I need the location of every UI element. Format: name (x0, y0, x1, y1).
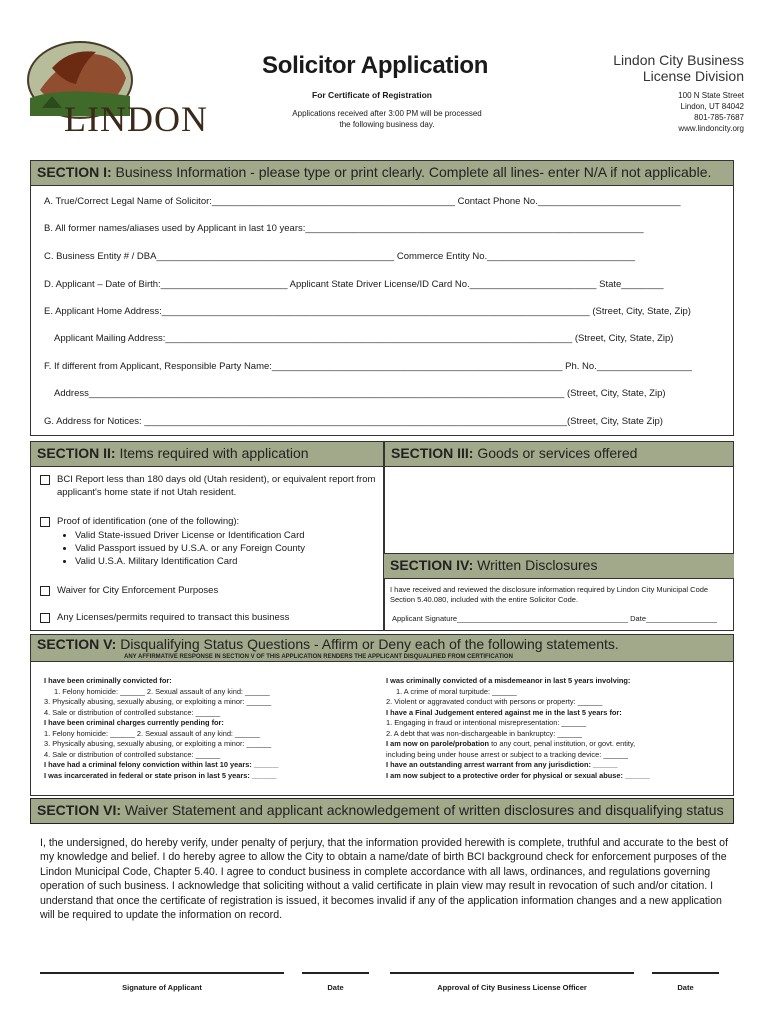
pending-item-3[interactable]: 3. Physically abusing, sexually abusing, or exploiting a minor: ______ (44, 739, 272, 748)
section-3-header (384, 441, 734, 467)
division-line-2: License Division (642, 68, 744, 84)
section-3-label: SECTION III: (391, 445, 474, 461)
business-entity-field[interactable]: C. Business Entity # / DBA_____________________________________________ Commerce Entity No.____________________________ (44, 251, 636, 262)
section-1-header (30, 160, 734, 186)
misdemeanor-heading: I was criminally convicted of a misdemeanor in last 5 years involving: (386, 676, 631, 685)
incarceration-question[interactable]: I was incarcerated in federal or state prison in last 5 years: ______ (44, 770, 277, 780)
convicted-heading: I have been criminally convicted for: (44, 676, 172, 685)
section-1-label: SECTION I: (37, 164, 112, 180)
section-4-label: SECTION IV: (390, 557, 474, 573)
convicted-item-4[interactable]: 4. Sale or distribution of controlled substance: ______ (44, 707, 221, 717)
waiver-checkbox[interactable] (40, 586, 50, 596)
section-2-header (30, 441, 384, 467)
bci-report-label: BCI Report less than 180 days old (Utah resident), or equivalent report from applicant's home state if not Utah resident. (57, 474, 376, 498)
officer-signature-label: Approval of City Business License Officer (437, 983, 587, 992)
home-address-field[interactable]: E. Applicant Home Address:_________________________________________________________________________________ (Street, City, State, Zip) (44, 306, 691, 317)
address-website: www.lindoncity.org (678, 124, 744, 133)
proof-of-id-group (57, 515, 377, 568)
protective-order-question[interactable]: I am now subject to a protective order for physical or sexual abuse: ______ (386, 770, 650, 780)
waiver-statement: I, the undersigned, do hereby verify, under penalty of perjury, that the information provided herewith is complete, truthful and accurate to the best of my knowledge and belief. I do hereby agree to allow the City to obtain a name/date of birth BCI background check for enforcement purposes of the Lindon Municipal Code, Chapter 5.40. I agree to conduct business in complete accordance with all laws, ordinances, and regulations governing operation of such business. I acknowledge that soliciting without a valid certificate in plain view may result in revocation of such and/or citation. I understand that once the certificate of registration is issued, it becomes invalid if any of the application information changes and a new application will be required to update the information on record. (40, 837, 729, 922)
section-2-label: SECTION II: (37, 445, 116, 461)
officer-date-line[interactable] (652, 972, 719, 974)
warrant-question[interactable]: I have an outstanding arrest warrant from any jurisdiction: ______ (386, 760, 618, 769)
disqualification-note: ANY AFFIRMATIVE RESPONSE IN SECTION V OF THIS APPLICATION RENDERS THE APPLICANT DISQUALIFIED FROM CERTIFICATION (124, 654, 513, 660)
division-line-1: Lindon City Business (613, 52, 744, 68)
address-city: Lindon, UT 84042 (680, 102, 744, 111)
proof-of-id-label: Proof of identification (one of the following): (57, 516, 240, 527)
judgement-item-1[interactable]: 1. Engaging in fraud or intentional misrepresentation: ______ (386, 718, 587, 727)
section-2-text: Items required with application (115, 445, 309, 461)
judgement-heading: I have a Final Judgement entered against me in the last 5 years for: (386, 707, 622, 717)
id-option-military: • Valid U.S.A. Military Identification Card (75, 555, 377, 568)
parole-text: to any court, penal institution, or govt. entity, (489, 739, 636, 748)
disclosure-text: I have received and reviewed the disclosure information required by Lindon City Municipal Code Section 5.40.080, included with the entire Solicitor Code. (390, 585, 709, 604)
waiver-label: Waiver for City Enforcement Purposes (57, 585, 219, 596)
convicted-item-1[interactable]: 1. Felony homicide: ______ 2. Sexual assault of any kind: ______ (54, 686, 270, 696)
licenses-checkbox[interactable] (40, 613, 50, 623)
aliases-field[interactable]: B. All former names/aliases used by Applicant in last 10 years:________________________________________________________________ (44, 223, 644, 234)
responsible-party-field[interactable]: F. If different from Applicant, Responsible Party Name:_______________________________________________________ Ph. No.__________________ (44, 361, 692, 372)
licenses-label: Any Licenses/permits required to transact this business (57, 612, 290, 623)
section-6-header (30, 798, 734, 824)
bci-report-checkbox[interactable] (40, 475, 50, 485)
disqualify-left-column (44, 676, 374, 781)
section-6-label: SECTION VI: (37, 802, 122, 818)
officer-signature-line[interactable] (390, 972, 634, 974)
section-5-label: SECTION V: (37, 636, 117, 652)
disclosure-signature-field[interactable]: Applicant Signature_________________________________________ Date_________________ (392, 614, 717, 623)
mailing-address-field[interactable]: Applicant Mailing Address:_____________________________________________________________________________ (Street, City, State, Zip) (54, 333, 674, 344)
felony-conviction-question[interactable]: I have had a criminal felony conviction within last 10 years: ______ (44, 760, 279, 769)
officer-date-label: Date (677, 983, 694, 992)
id-option-driver-license: • Valid State-issued Driver License or Identification Card (75, 529, 377, 542)
date-of-birth-field[interactable]: D. Applicant – Date of Birth:________________________ Applicant State Driver License/ID Card No.________________________ State________ (44, 279, 664, 290)
applicant-date-line[interactable] (302, 972, 369, 974)
section-4-text: Written Disclosures (473, 557, 598, 573)
section-1-text: Business Information - please type or print clearly. Complete all lines- enter N/A if not applicable. (111, 164, 712, 180)
legal-name-field[interactable]: A. True/Correct Legal Name of Solicitor:______________________________________________ Contact Phone No.___________________________ (44, 196, 681, 207)
section-6-text: Waiver Statement and applicant acknowledgement of written disclosures and disqualifying status (121, 802, 724, 818)
pending-item-1[interactable]: 1. Felony homicide: ______ 2. Sexual assault of any kind: ______ (44, 728, 260, 738)
pending-item-4[interactable]: 4. Sale or distribution of controlled substance: ______ (44, 749, 221, 759)
parole-label: I am now on parole/probation (386, 739, 490, 748)
responsible-address-field[interactable]: Address__________________________________________________________________________________________ (Street, City, State, Zip) (54, 388, 666, 399)
address-street: 100 N State Street (678, 91, 744, 100)
applicant-signature-label: Signature of Applicant (122, 983, 202, 992)
convicted-item-3[interactable]: 3. Physically abusing, sexually abusing, or exploiting a minor: ______ (44, 697, 272, 706)
office-address (544, 90, 744, 134)
notices-address-field[interactable]: G. Address for Notices: ________________________________________________________________________________(Street, City, State Zip) (44, 416, 663, 427)
goods-services-input[interactable] (386, 468, 732, 552)
judgement-item-2[interactable]: 2. A debt that was non-dischargeable in bankruptcy: ______ (386, 728, 582, 738)
logo-text: LINDON (64, 99, 208, 139)
applicant-date-label: Date (327, 983, 344, 992)
address-phone: 801-785-7687 (694, 113, 744, 122)
submission-notice: Applications received after 3:00 PM will be processed the following business day. (292, 109, 482, 129)
proof-of-id-checkbox[interactable] (40, 517, 50, 527)
section-4-header (384, 553, 734, 579)
page-subtitle: For Certificate of Registration (312, 90, 432, 100)
section-5-text: Disqualifying Status Questions - Affirm or Deny each of the following statements. (116, 636, 619, 652)
page-title: Solicitor Application (262, 52, 489, 79)
misdemeanor-item-2[interactable]: 2. Violent or aggravated conduct with persons or property: ______ (386, 697, 603, 706)
applicant-signature-line[interactable] (40, 972, 284, 974)
lindon-logo (22, 38, 222, 158)
disqualify-right-column (386, 676, 731, 781)
misdemeanor-item-1[interactable]: 1. A crime of moral turpitude: ______ (396, 686, 517, 696)
parole-question[interactable]: including being under house arrest or subject to a tracking device: ______ (386, 749, 628, 759)
division-name (504, 52, 744, 84)
section-3-text: Goods or services offered (473, 445, 638, 461)
pending-heading: I have been criminal charges currently pending for: (44, 718, 224, 727)
id-option-passport: • Valid Passport issued by U.S.A. or any Foreign County (75, 542, 377, 555)
